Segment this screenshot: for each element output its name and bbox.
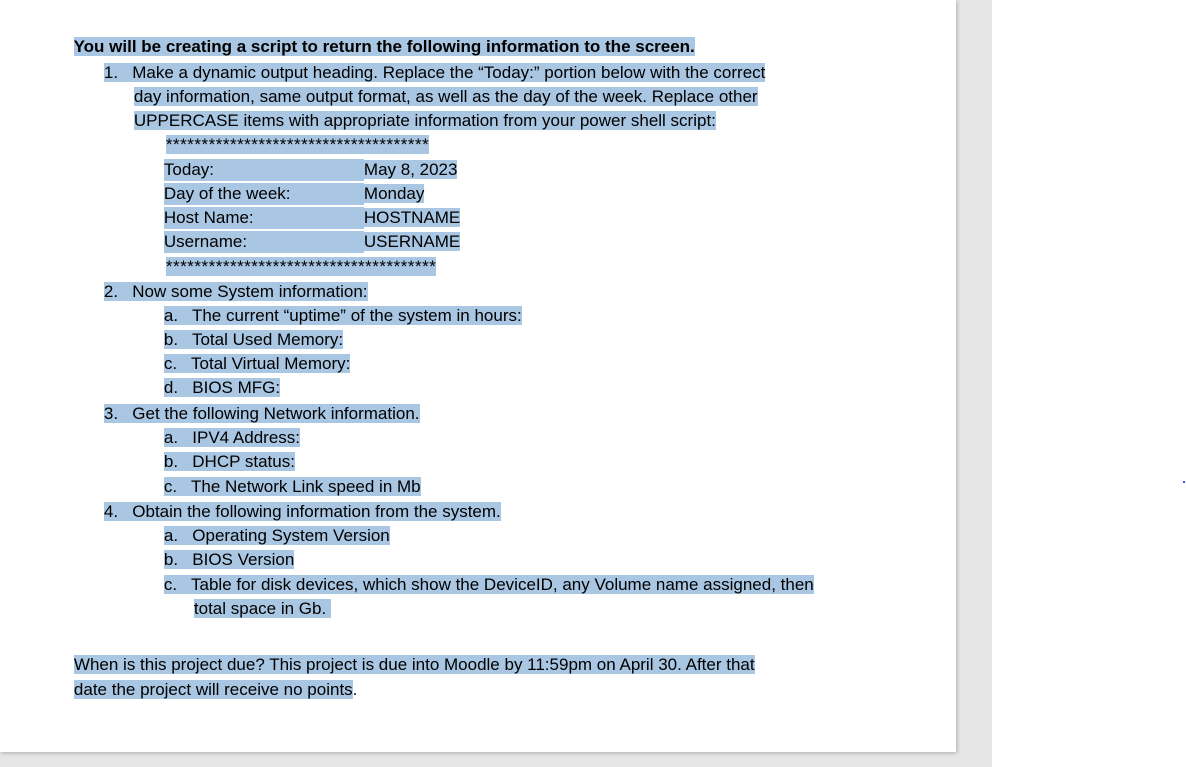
output-row-today: Today: May 8, 2023 [163, 160, 458, 179]
item-2: 2. Now some System information: [103, 282, 368, 301]
output-row-day-of-week: Day of the week: Monday [163, 184, 425, 203]
due-line-2: date the project will receive no points. [73, 680, 358, 699]
item-4-sub-c: c. Table for disk devices, which show the DeviceID, any Volume name assigned, then [163, 575, 814, 594]
cursor-mark [1183, 481, 1185, 483]
item-3-sub-b: b. DHCP status: [163, 452, 295, 471]
item-3-sub-a: a. IPV4 Address: [163, 428, 300, 447]
item-1-line-3: UPPERCASE items with appropriate information from your power shell script: [133, 111, 716, 130]
item-1-line-2: day information, same output format, as well as the day of the week. Replace other [133, 87, 758, 106]
item-4-number: 4. [103, 502, 119, 521]
item-2-sub-c: c. Total Virtual Memory: [163, 354, 351, 373]
item-2-sub-a: a. The current “uptime” of the system in hours: [163, 306, 522, 325]
item-3-sub-c: c. The Network Link speed in Mb [163, 477, 421, 496]
output-row-host-name: Host Name: HOSTNAME [163, 208, 461, 227]
assignment-heading: You will be creating a script to return the following information to the screen. [73, 37, 695, 56]
due-line-1: When is this project due? This project is due into Moodle by 11:59pm on April 30. After that [73, 655, 755, 674]
stars-top: ************************************* [165, 135, 430, 154]
item-3: 3. Get the following Network information. [103, 404, 420, 423]
item-4-sub-c-continued: total space in Gb. [175, 576, 331, 598]
item-2-sub-b: b. Total Used Memory: [163, 330, 344, 349]
item-2-sub-d: d. BIOS MFG: [163, 378, 281, 397]
item-4: 4. Obtain the following information from the system. [103, 502, 501, 521]
item-3-number: 3. [103, 404, 119, 423]
item-2-number: 2. [103, 282, 119, 301]
stars-bottom: ************************************** [165, 257, 437, 276]
item-1-number: 1. [103, 63, 119, 82]
output-row-username: Username: USERNAME [163, 232, 461, 251]
item-4-sub-a: a. Operating System Version [163, 526, 390, 545]
side-panel [992, 0, 1186, 767]
item-4-sub-b: b. BIOS Version [163, 550, 295, 569]
item-1-line-1: 1. Make a dynamic output heading. Replace the “Today:” portion below with the correct [103, 63, 766, 82]
